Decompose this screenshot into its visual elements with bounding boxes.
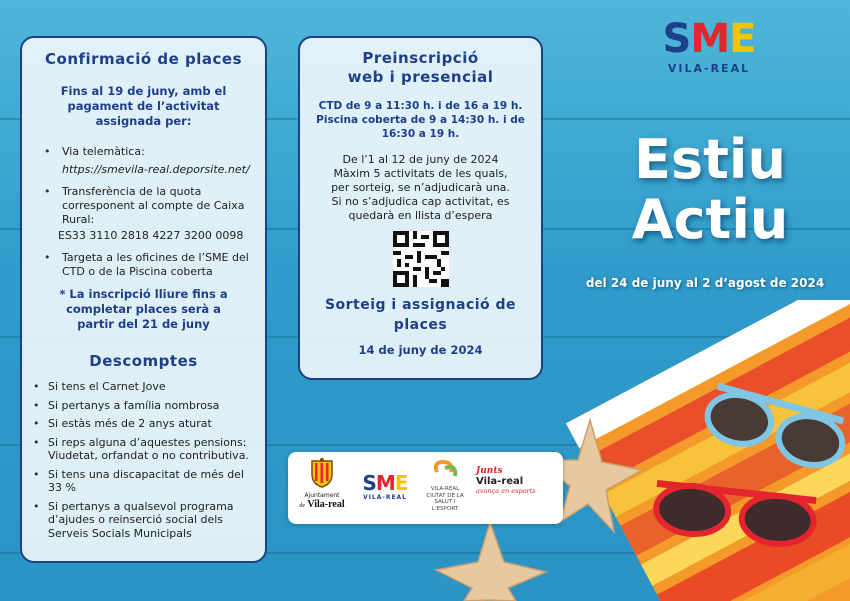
sme-logo [648, 18, 770, 75]
list-item: • Si pertanys a qualsevol programa d’ajudes o reinserció social dels Serveis Socials Municipals [22, 500, 255, 541]
ajuntament-small: Ajuntament [304, 492, 340, 499]
list-item [22, 251, 253, 279]
ajuntament-name: de Vila-real [299, 499, 345, 510]
hero-title [590, 130, 830, 250]
list-item: • Si pertanys a família nombrosa [22, 399, 255, 413]
list-item [22, 185, 253, 243]
confirmation-panel [20, 36, 267, 563]
preregistration-title-line1: Preinscripció [362, 49, 479, 67]
list-item: • Si reps alguna d’aquestes pensions: Viudetat, orfandat o no contributiva. [22, 436, 255, 463]
logo-letter-e: E [729, 16, 756, 62]
preregistration-info: De l’1 al 12 de juny de 2024 Màxim 5 activitats de les quals, per sorteig, se n’adjudicarà una. Si no s’adjudica cap activitat, es quedarà en llista d’espera [331, 153, 510, 222]
ajuntament-logo [296, 458, 348, 512]
confirmation-intro: Fins al 19 de juny, amb el pagament de l’activitat assignada per: [60, 84, 227, 128]
sme-small-subtitle: VILA-REAL [362, 494, 408, 501]
list-item [22, 145, 253, 177]
ciutat-salut-logo [424, 458, 466, 512]
web-link[interactable]: https://smevila-real.deporsite.net/ [62, 163, 250, 176]
coat-of-arms-icon [309, 458, 335, 488]
list-item: • Si tens una discapacitat de més del 33 % [22, 468, 255, 495]
sponsor-logos [288, 452, 563, 524]
heart-leaf-icon [431, 458, 459, 482]
qr-code-icon[interactable] [393, 231, 449, 287]
discounts-list [22, 380, 255, 540]
hero-line2: Actiu [631, 188, 789, 251]
preregistration-title [300, 49, 541, 87]
discounts-title: Descomptes [89, 352, 198, 370]
hero-dates: del 24 de juny al 2 d’agost de 2024 [585, 276, 825, 290]
logo-letter-s: S [662, 16, 691, 62]
draw-title: Sorteig i assignació de places [324, 297, 517, 333]
logo-subtitle: VILA-REAL [667, 62, 751, 75]
preregistration-title-line2: web i presencial [347, 68, 494, 86]
list-item: • Si estàs més de 2 anys aturat [22, 417, 255, 431]
item-label: Via telemàtica: [62, 145, 145, 158]
list-item: • Si tens el Carnet Jove [22, 380, 255, 394]
preregistration-panel [298, 36, 543, 380]
opening-hours: CTD de 9 a 11:30 h. i de 16 a 19 h. Piscina coberta de 9 a 14:30 h. i de 16:30 a 19 h. [316, 100, 525, 140]
junts-logo [476, 466, 556, 495]
iban-number: ES33 3110 2818 4227 3200 0098 [58, 229, 244, 242]
junts-tagline: avança en esports [476, 487, 536, 495]
item-label: Targeta a les oficines de l’SME del CTD o de la Piscina coberta [62, 251, 249, 278]
draw-date: 14 de juny de 2024 [358, 343, 483, 357]
sme-small-logo: SME VILA-REAL [356, 472, 414, 501]
item-label: Transferència de la quota corresponent al compte de Caixa Rural: [62, 185, 245, 226]
ciutat-text: VILA-REAL CIUTAT DE LA SALUT I L’ESPORT [426, 486, 464, 512]
junts-vilareal: Vila-real [476, 476, 524, 487]
logo-letter-m: M [690, 16, 730, 62]
confirmation-title: Confirmació de places [45, 50, 242, 68]
junts-word: Junts [476, 466, 503, 476]
free-registration-note: * La inscripció lliure fins a completar places serà a partir del 21 de juny [59, 287, 228, 331]
hero-line1: Estiu [634, 128, 786, 191]
payment-methods [22, 145, 253, 279]
